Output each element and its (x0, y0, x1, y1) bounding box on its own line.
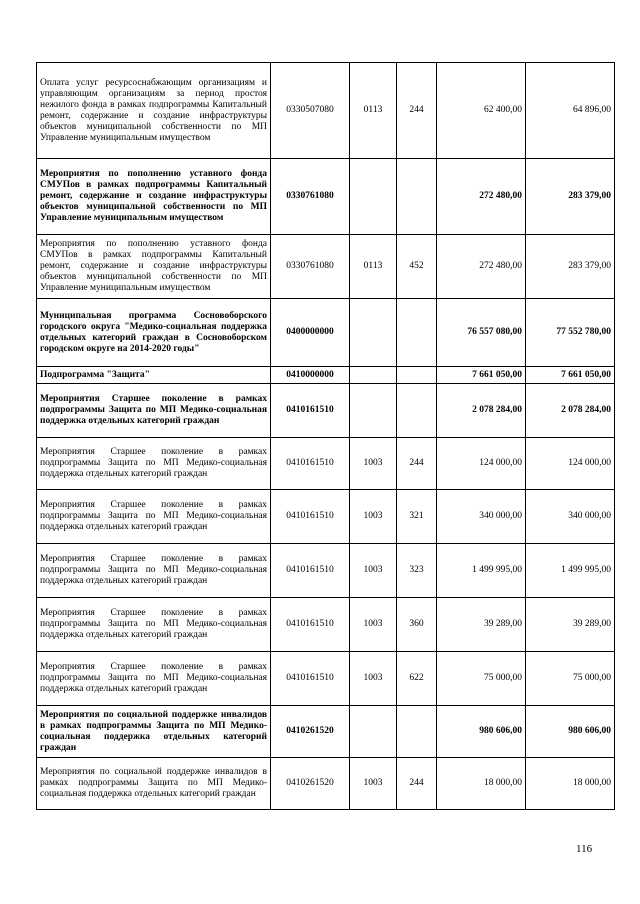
table-row (37, 652, 615, 706)
row-section-code: 1003 (350, 758, 397, 810)
table-row (37, 706, 615, 758)
row-target-code: 0400000000 (271, 299, 350, 367)
row-name: Мероприятия Старшее поколение в рамках подпрограммы Защита по МП Медико-социальная поддержка отдельных категорий граждан (37, 652, 271, 706)
row-target-code: 0410261520 (271, 706, 350, 758)
row-amount-year2: 64 896,00 (526, 63, 615, 159)
row-section-code: 0113 (350, 63, 397, 159)
row-expense-type (397, 159, 437, 235)
row-amount-year2: 77 552 780,00 (526, 299, 615, 367)
row-expense-type: 244 (397, 438, 437, 490)
row-amount-year1: 2 078 284,00 (437, 384, 526, 438)
row-section-code: 1003 (350, 544, 397, 598)
row-amount-year2: 7 661 050,00 (526, 367, 615, 384)
row-amount-year2: 2 078 284,00 (526, 384, 615, 438)
row-amount-year2: 39 289,00 (526, 598, 615, 652)
row-target-code: 0410161510 (271, 598, 350, 652)
table-row (37, 490, 615, 544)
row-name: Мероприятия Старшее поколение в рамках подпрограммы Защита по МП Медико-социальная поддержка отдельных категорий граждан (37, 490, 271, 544)
row-amount-year1: 124 000,00 (437, 438, 526, 490)
row-section-code (350, 384, 397, 438)
row-section-code (350, 299, 397, 367)
row-target-code: 0410161510 (271, 438, 350, 490)
row-name: Муниципальная программа Сосновоборского городского округа "Медико-социальная поддержка отдельных категорий граждан в Сосновоборском городском округе на 2014-2020 годы" (37, 299, 271, 367)
row-expense-type: 244 (397, 63, 437, 159)
row-target-code: 0410161510 (271, 384, 350, 438)
row-amount-year2: 980 606,00 (526, 706, 615, 758)
row-amount-year1: 75 000,00 (437, 652, 526, 706)
row-target-code: 0410161510 (271, 652, 350, 706)
table-row (37, 367, 615, 384)
row-section-code: 0113 (350, 235, 397, 299)
row-amount-year1: 39 289,00 (437, 598, 526, 652)
row-name: Мероприятия по пополнению уставного фонда СМУПов в рамках подпрограммы Капитальный ремонт, содержание и создание инфраструктуры объектов муниципальной собственности по МП Управление муниципальным имуществом (37, 235, 271, 299)
budget-table (36, 62, 615, 810)
row-target-code: 0410261520 (271, 758, 350, 810)
row-amount-year1: 7 661 050,00 (437, 367, 526, 384)
row-name: Мероприятия по пополнению уставного фонда СМУПов в рамках подпрограммы Капитальный ремонт, содержание и создание инфраструктуры объектов муниципальной собственности по МП Управление муниципальным имуществом (37, 159, 271, 235)
row-name: Оплата услуг ресурсоснабжающим организациям и управляющим организациям за период простоя нежилого фонда в рамках подпрограммы Капитальный ремонт, содержание и создание инфраструктуры объектов муниципальной собственности по МП Управление муниципальным имуществом (37, 63, 271, 159)
row-amount-year2: 283 379,00 (526, 235, 615, 299)
table-row (37, 758, 615, 810)
row-expense-type (397, 706, 437, 758)
row-expense-type (397, 384, 437, 438)
row-name: Мероприятия Старшее поколение в рамках подпрограммы Защита по МП Медико-социальная поддержка отдельных категорий граждан (37, 384, 271, 438)
row-expense-type: 360 (397, 598, 437, 652)
row-amount-year1: 340 000,00 (437, 490, 526, 544)
row-section-code: 1003 (350, 598, 397, 652)
row-target-code: 0330507080 (271, 63, 350, 159)
row-amount-year2: 75 000,00 (526, 652, 615, 706)
table-row (37, 544, 615, 598)
table-row (37, 438, 615, 490)
row-amount-year1: 1 499 995,00 (437, 544, 526, 598)
row-amount-year1: 76 557 080,00 (437, 299, 526, 367)
row-section-code: 1003 (350, 652, 397, 706)
page-number: 116 (576, 843, 593, 855)
row-name: Подпрограмма "Защита" (37, 367, 271, 384)
row-expense-type: 622 (397, 652, 437, 706)
table-row (37, 299, 615, 367)
row-amount-year1: 18 000,00 (437, 758, 526, 810)
row-target-code: 0330761080 (271, 235, 350, 299)
row-expense-type (397, 299, 437, 367)
table-row (37, 235, 615, 299)
row-expense-type (397, 367, 437, 384)
row-section-code (350, 706, 397, 758)
row-expense-type: 321 (397, 490, 437, 544)
row-target-code: 0410161510 (271, 544, 350, 598)
table-row (37, 598, 615, 652)
row-name: Мероприятия по социальной поддержке инвалидов в рамках подпрограммы Защита по МП Медико-социальная поддержка отдельных категорий граждан (37, 706, 271, 758)
row-expense-type: 323 (397, 544, 437, 598)
table-row (37, 384, 615, 438)
row-amount-year2: 340 000,00 (526, 490, 615, 544)
row-target-code: 0410000000 (271, 367, 350, 384)
row-name: Мероприятия Старшее поколение в рамках подпрограммы Защита по МП Медико-социальная поддержка отдельных категорий граждан (37, 598, 271, 652)
row-name: Мероприятия Старшее поколение в рамках подпрограммы Защита по МП Медико-социальная поддержка отдельных категорий граждан (37, 438, 271, 490)
row-amount-year2: 124 000,00 (526, 438, 615, 490)
row-section-code: 1003 (350, 490, 397, 544)
row-target-code: 0410161510 (271, 490, 350, 544)
row-amount-year1: 272 480,00 (437, 235, 526, 299)
row-section-code: 1003 (350, 438, 397, 490)
row-amount-year2: 283 379,00 (526, 159, 615, 235)
row-name: Мероприятия Старшее поколение в рамках подпрограммы Защита по МП Медико-социальная поддержка отдельных категорий граждан (37, 544, 271, 598)
row-expense-type: 452 (397, 235, 437, 299)
row-amount-year2: 1 499 995,00 (526, 544, 615, 598)
row-expense-type: 244 (397, 758, 437, 810)
row-amount-year1: 980 606,00 (437, 706, 526, 758)
row-name: Мероприятия по социальной поддержке инвалидов в рамках подпрограммы Защита по МП Медико-социальная поддержка отдельных категорий граждан (37, 758, 271, 810)
row-amount-year1: 272 480,00 (437, 159, 526, 235)
table-row (37, 159, 615, 235)
row-target-code: 0330761080 (271, 159, 350, 235)
budget-table-body (37, 63, 615, 810)
row-section-code (350, 159, 397, 235)
row-amount-year1: 62 400,00 (437, 63, 526, 159)
row-amount-year2: 18 000,00 (526, 758, 615, 810)
row-section-code (350, 367, 397, 384)
table-row (37, 63, 615, 159)
